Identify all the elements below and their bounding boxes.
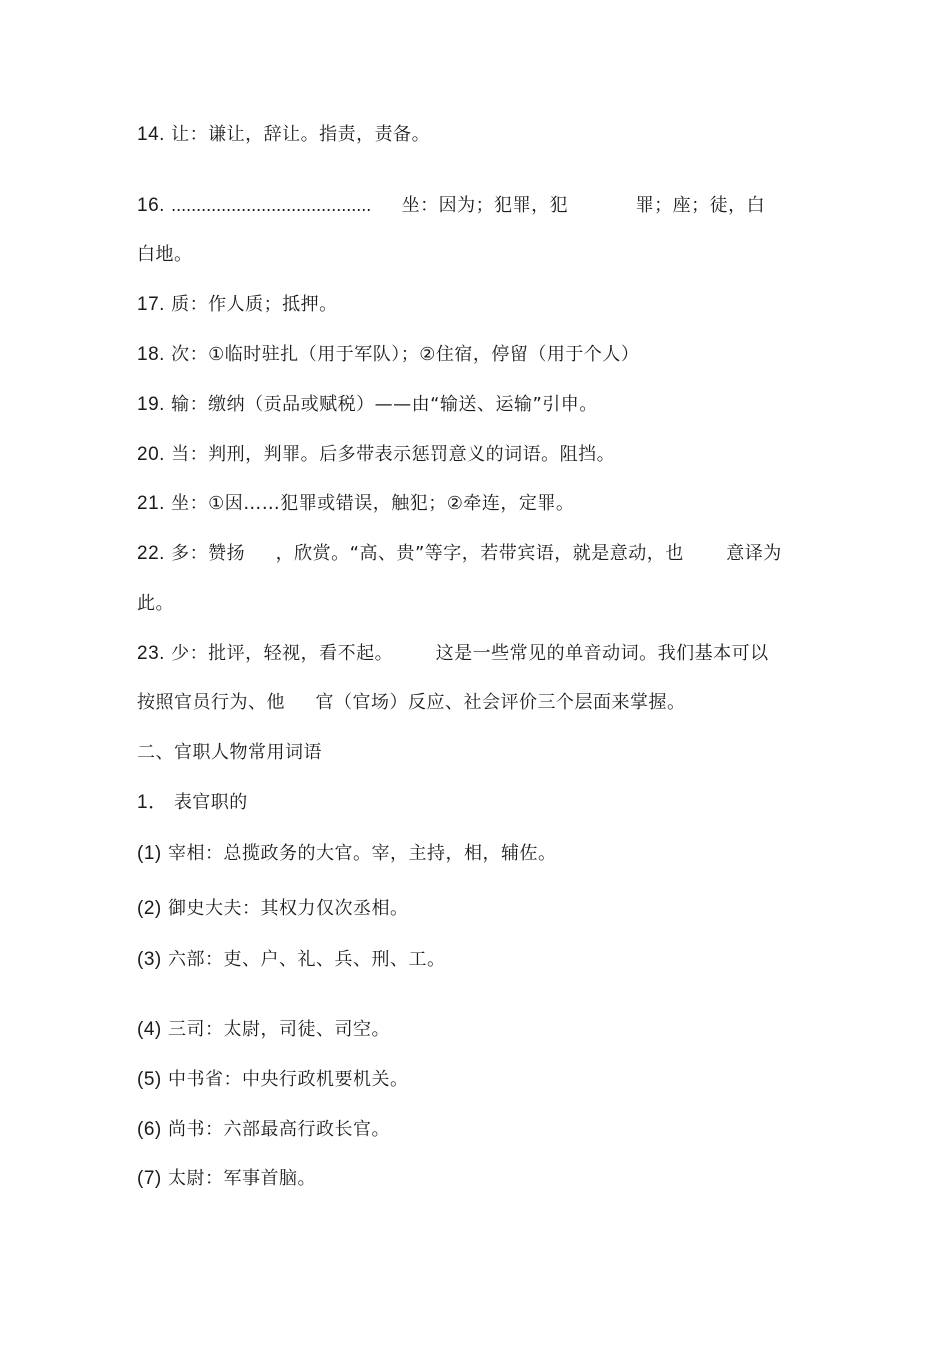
entry-number: 14. [137, 124, 165, 145]
dot-leader: ........................................ [171, 195, 372, 215]
list-item [137, 842, 556, 866]
item-text: 三司：太尉，司徒、司空。 [167, 1019, 390, 1040]
subsection-title: 表官职的 [173, 792, 248, 813]
entry-23 [137, 642, 769, 666]
item-text: 六部：吏、户、礼、兵、刑、工。 [167, 949, 446, 970]
entry-16 [137, 193, 765, 218]
entry-number: 23. [137, 643, 165, 664]
list-item [137, 1018, 390, 1042]
entry-text: 当：判刑，判罪。后多带表示惩罚意义的词语。阻挡。 [171, 444, 616, 465]
entry-text: 此。 [137, 593, 174, 614]
entry-19 [137, 393, 598, 417]
entry-text: 质：作人质；抵押。 [171, 294, 338, 315]
list-item [137, 948, 445, 972]
list-item [137, 1167, 316, 1191]
entry-17 [137, 293, 338, 317]
entry-text-end: 意译为 [726, 543, 782, 564]
entry-20 [137, 443, 615, 467]
entry-text: 次：①临时驻扎（用于军队）；②住宿，停留（用于个人） [171, 344, 640, 365]
entry-23-cont [137, 691, 685, 715]
list-item [137, 1068, 408, 1092]
entry-21 [137, 492, 574, 516]
entry-text-cont: 罪；座；徒，白 [635, 195, 766, 216]
item-text: 御史大夫：其权力仅次丞相。 [167, 898, 409, 919]
item-number: (2) [137, 898, 162, 919]
item-number: (7) [137, 1168, 162, 1189]
entry-14 [137, 123, 430, 147]
entry-number: 19. [137, 394, 165, 415]
section-heading [137, 741, 322, 765]
list-item [137, 1118, 390, 1142]
item-number: (4) [137, 1019, 162, 1040]
entry-text: 坐：因为；犯罪，犯 [401, 195, 569, 216]
item-text: 尚书：六部最高行政长官。 [167, 1119, 390, 1140]
item-number: (3) [137, 949, 162, 970]
entry-number: 22. [137, 543, 165, 564]
entry-16-cont [137, 243, 193, 267]
entry-text: 多：赞扬 [171, 543, 246, 564]
item-text: 太尉：军事首脑。 [167, 1168, 316, 1189]
entry-number: 21. [137, 493, 165, 514]
entry-text: 少：批评，轻视，看不起。 [171, 643, 394, 664]
item-number: (5) [137, 1069, 162, 1090]
entry-number: 18. [137, 344, 165, 365]
entry-22-cont [137, 592, 174, 616]
entry-text-cont: 这是一些常见的单音动词。我们基本可以 [435, 643, 769, 664]
entry-text: 输：缴纳（贡品或赋税）——由“输送、运输”引申。 [171, 394, 598, 415]
item-number: (1) [137, 843, 162, 864]
entry-22 [137, 542, 782, 566]
subsection-number: 1． [137, 792, 168, 813]
entry-18 [137, 343, 639, 367]
section-title: 二、官职人物常用词语 [137, 742, 322, 763]
entry-text: 让：谦让，辞让。指责，责备。 [171, 124, 431, 145]
list-item [137, 897, 408, 921]
subsection-heading [137, 791, 248, 815]
item-text: 中书省：中央行政机要机关。 [167, 1069, 409, 1090]
entry-text: 坐：①因……犯罪或错误，触犯；②牵连，定罪。 [171, 493, 575, 514]
entry-text: 白地。 [137, 244, 193, 265]
entry-number: 17. [137, 294, 165, 315]
entry-number: 20. [137, 444, 165, 465]
entry-number: 16. [137, 195, 165, 216]
entry-text-cont: ，欣赏。“高、贵”等字，若带宾语，就是意动，也 [275, 543, 684, 564]
item-text: 宰相：总揽政务的大官。宰，主持，相，辅佐。 [167, 843, 557, 864]
entry-text-cont: 官（官场）反应、社会评价三个层面来掌握。 [315, 692, 686, 713]
item-number: (6) [137, 1119, 162, 1140]
entry-text: 按照官员行为、他 [137, 692, 285, 713]
